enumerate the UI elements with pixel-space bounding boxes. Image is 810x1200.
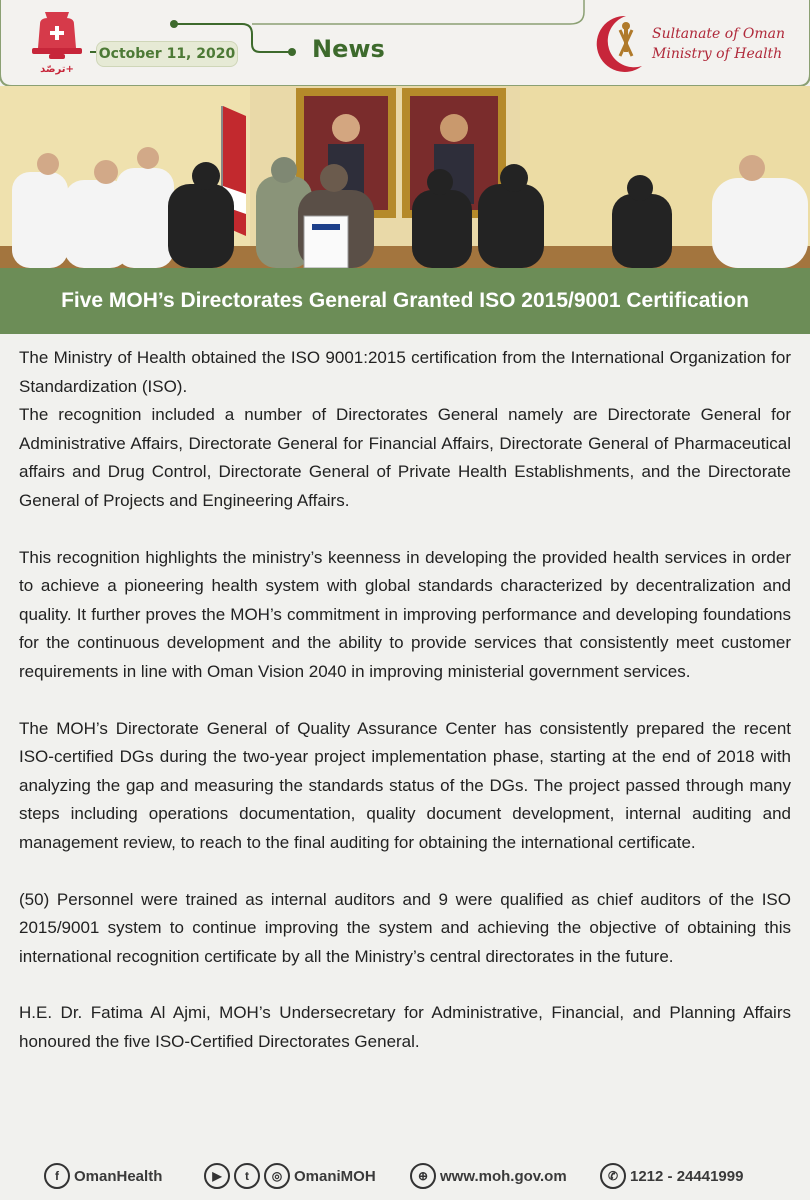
decor-dot [288, 48, 296, 56]
website-link[interactable] [410, 1162, 567, 1190]
paragraph-quality-center: The MOH’s Directorate General of Quality Assurance Center has consistently prepared the recent ISO-certified DGs during the two-year project implementation phase, starting at the end of 2018 with analyzing the gap and measuring the standards status of the DGs. The project passed through many steps including operations documentation, quality document development, internal auditing and management review, to reach to the final auditing for obtaining the international certificate. [19, 718, 791, 852]
social-links[interactable] [204, 1162, 376, 1190]
facebook-link[interactable] [44, 1162, 162, 1190]
twitter-icon: t [234, 1163, 260, 1189]
group-photo-image [0, 86, 810, 268]
hero-photo [0, 86, 810, 268]
website-url: www.moh.gov.om [440, 1167, 567, 1185]
facebook-handle: OmanHealth [74, 1167, 163, 1185]
date-badge: October 11, 2020 [96, 41, 238, 67]
phone-contact[interactable] [600, 1162, 743, 1190]
ministry-logo [596, 12, 796, 80]
social-handle: OmaniMOH [294, 1167, 376, 1185]
globe-icon: ⊕ [410, 1163, 436, 1189]
paragraph-directorates: The recognition included a number of Directorates General namely are Directorate General for Administrative Affairs, Directorate General for Financial Affairs, Directorate General of Pharmaceutical affairs and Drug Control, Directorate General of Private Health Establishments, and the Directorate General of Projects and Engineering Affairs. [19, 405, 791, 510]
certificate [304, 216, 348, 268]
phone-icon: ✆ [600, 1163, 626, 1189]
paragraph-intro: The Ministry of Health obtained the ISO 9001:2015 certification from the International Organization for Standardization (ISO). [19, 348, 791, 396]
article-title: Five MOH’s Directorates General Granted ISO 2015/9001 Certification [61, 289, 749, 312]
footer [0, 1150, 810, 1200]
org-ministry: Ministry of Health [652, 46, 783, 62]
header [0, 0, 810, 86]
app-name: ترصّد+ [40, 64, 74, 75]
bell-icon [22, 8, 92, 64]
phone-number: 1212 - 24441999 [630, 1167, 744, 1185]
paragraph-recognition: This recognition highlights the ministry’s keenness in developing the provided health services in order to achieve a pioneering health system with global standards characterized by decentralization and quality. It further proves the MOH’s commitment in improving performance and developing foundations for the continuous development and the ability to provide services that consistently meet customer requirements in line with Oman Vision 2040 in improving ministerial government services. [19, 547, 791, 681]
article-body [19, 344, 791, 1056]
title-banner [0, 268, 810, 334]
app-logo [22, 8, 92, 80]
oman-emblem-icon [596, 12, 652, 76]
paragraph-honour: H.E. Dr. Fatima Al Ajmi, MOH’s Undersecretary for Administrative, Financial, and Planning Affairs honoured the five ISO-Certified Directorates General. [19, 1003, 791, 1051]
paragraph-auditors: (50) Personnel were trained as internal auditors and 9 were qualified as chief auditors of the ISO 2015/9001 system to continue improving the system and achieving the objective of obtaining this international recognition certificate by all the Ministry’s central directorates in the future. [19, 889, 791, 966]
instagram-icon: ◎ [264, 1163, 290, 1189]
org-name: Sultanate of Oman [652, 26, 785, 42]
section-title: News [312, 35, 385, 63]
facebook-icon: f [44, 1163, 70, 1189]
youtube-icon: ▶ [204, 1163, 230, 1189]
